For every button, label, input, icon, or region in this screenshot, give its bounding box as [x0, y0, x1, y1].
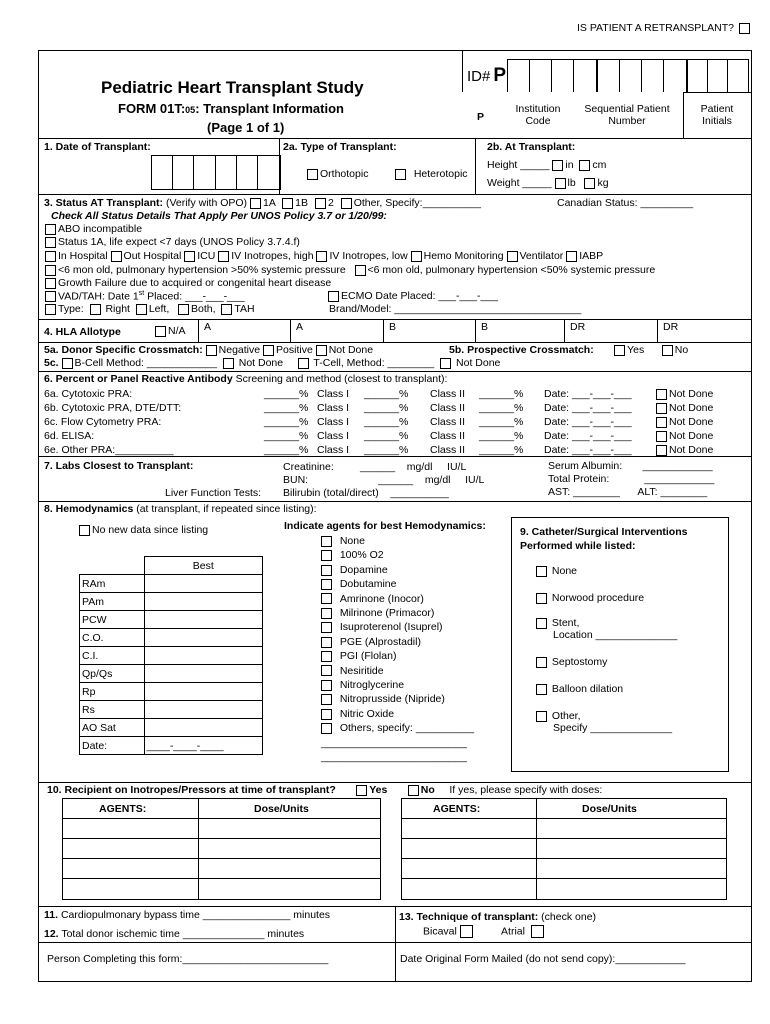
- list-item[interactable]: Isuproterenol (Isuprel): [321, 620, 474, 634]
- hla-b2[interactable]: B: [481, 321, 489, 333]
- albumin-field[interactable]: Serum Albumin: ____________: [548, 460, 713, 472]
- crossmatch-notdone-checkbox[interactable]: [316, 345, 327, 356]
- location-options: In Hospital Out Hospital ICU IV Inotropes, high IV Inotropes, low Hemo Monitoring Ventilator IABP: [45, 250, 603, 262]
- ecmo-option[interactable]: ECMO Date Placed: ___-___-___: [328, 290, 498, 302]
- institution-code-label: Institution Code: [515, 103, 561, 127]
- hla-a1[interactable]: A: [204, 321, 212, 333]
- bilirubin-field[interactable]: Bilirubin (total/direct) __________: [283, 487, 449, 499]
- id-label: ID# P: [467, 65, 507, 86]
- agents-header-left: AGENTS:: [99, 803, 147, 815]
- brand-model[interactable]: Brand/Model: ________________________________: [329, 303, 582, 315]
- growth-option[interactable]: Growth Failure due to acquired or congenital heart disease: [45, 277, 331, 289]
- iabp-checkbox[interactable]: [566, 251, 577, 262]
- q5a-row: 5a. Donor Specific Crossmatch: Negative Positive Not Done: [44, 344, 374, 356]
- hemodynamics-table: [79, 556, 263, 755]
- table-row: AO Sat: [80, 719, 263, 737]
- intervention-none[interactable]: None: [536, 565, 677, 592]
- hla-b1[interactable]: B: [389, 321, 397, 333]
- q1-label: 1. Date of Transplant:: [44, 141, 151, 153]
- form-number: FORM 01T:05: Transplant Information: [118, 101, 344, 116]
- status-1a-checkbox[interactable]: [250, 198, 261, 209]
- check-all-instruction: Check All Status Details That Apply Per UNOS Policy 3.7 or 1/20/99:: [51, 210, 387, 222]
- intervention-other[interactable]: Other,: [536, 710, 677, 722]
- q3-status: 3. Status AT Transplant: (Verify with OPO) 1A 1B 2 Other, Specify:__________: [44, 197, 481, 209]
- table-row: RAm: [80, 575, 263, 593]
- inotropes-yes-checkbox[interactable]: [356, 785, 367, 796]
- iv-high-checkbox[interactable]: [218, 251, 229, 262]
- agents-title: Indicate agents for best Hemodynamics:: [284, 520, 486, 532]
- list-item[interactable]: Dopamine: [321, 563, 474, 577]
- sequential-label: Sequential Patient Number: [584, 103, 670, 127]
- list-item[interactable]: Nitroglycerine: [321, 678, 474, 692]
- q10-row: 10. Recipient on Inotropes/Pressors at time of transplant? Yes No If yes, please specify with doses:: [47, 784, 603, 796]
- protein-field[interactable]: Total Protein: ____________: [548, 473, 715, 485]
- transplant-date-boxes[interactable]: [151, 155, 281, 190]
- q5b-row: 5b. Prospective Crossmatch: Yes No: [449, 344, 689, 356]
- list-item[interactable]: Milrinone (Primacor): [321, 606, 474, 620]
- table-row: Rp: [80, 683, 263, 701]
- initials-label: Patient Initials: [700, 103, 734, 127]
- dose-header-left: Dose/Units: [254, 803, 309, 815]
- date-mailed-field[interactable]: Date Original Form Mailed (do not send copy):____________: [400, 953, 686, 965]
- pra-table: [44, 388, 749, 458]
- weight-field[interactable]: Weight _____ lb kg: [487, 177, 609, 189]
- q2b-label: 2b. At Transplant:: [487, 141, 576, 153]
- status-other-checkbox[interactable]: [341, 198, 352, 209]
- q8-label: 8. Hemodynamics (at transplant, if repeated since listing):: [44, 503, 317, 515]
- no-new-data-option[interactable]: No new data since listing: [79, 524, 208, 536]
- orthotopic-option[interactable]: Orthotopic: [307, 168, 368, 180]
- lft-label: Liver Function Tests:: [165, 487, 262, 499]
- intervention-septostomy[interactable]: Septostomy: [536, 656, 677, 683]
- hla-a2[interactable]: A: [296, 321, 304, 333]
- icu-checkbox[interactable]: [184, 251, 195, 262]
- retransplant-question: IS PATIENT A RETRANSPLANT?: [577, 22, 752, 34]
- list-item[interactable]: None: [321, 534, 474, 548]
- retransplant-checkbox[interactable]: [739, 23, 750, 34]
- transplant-form: [38, 50, 752, 982]
- inotropes-no-checkbox[interactable]: [408, 785, 419, 796]
- list-item[interactable]: 100% O2: [321, 548, 474, 562]
- bun-field[interactable]: BUN: ______ mg/dl IU/L: [283, 474, 485, 486]
- q5c-row: 5c. B-Cell Method: ____________ Not Done T-Cell, Method: ________ Not Done: [44, 357, 501, 369]
- best-header: Best: [144, 557, 263, 575]
- atrial-checkbox[interactable]: [531, 925, 544, 938]
- vad-option[interactable]: VAD/TAH: Date 1st Placed: ___-___-___: [45, 290, 245, 303]
- intervention-stent[interactable]: Stent,: [536, 617, 677, 629]
- hla-na-option[interactable]: N/A: [155, 325, 186, 337]
- q7-label: 7. Labs Closest to Transplant:: [44, 460, 194, 472]
- table-row: C.I.: [80, 647, 263, 665]
- blank-line[interactable]: _________________________: [321, 751, 467, 764]
- intervention-norwood[interactable]: Norwood procedure: [536, 592, 677, 617]
- q9-options: [536, 565, 677, 734]
- ventilator-checkbox[interactable]: [507, 251, 518, 262]
- list-item[interactable]: Nitric Oxide: [321, 707, 474, 721]
- initials-boxes[interactable]: [687, 59, 749, 93]
- hemo-monitoring-checkbox[interactable]: [411, 251, 422, 262]
- iv-low-checkbox[interactable]: [316, 251, 327, 262]
- agents-list: [321, 534, 474, 765]
- in-checkbox[interactable]: [552, 160, 563, 171]
- list-item[interactable]: Amrinone (Inocor): [321, 592, 474, 606]
- table-row: PAm: [80, 593, 263, 611]
- q2a-label: 2a. Type of Transplant:: [283, 141, 397, 153]
- pra-row: 6b. Cytotoxic PRA, DTE/DTT: ______% Class I ______% Class II ______% Date: ___-___-___ Not Done: [44, 402, 714, 414]
- heterotopic-option[interactable]: Heterotopic: [395, 168, 468, 180]
- table-row: Date: ____-____-____: [80, 737, 263, 755]
- p-label: P: [477, 111, 485, 123]
- pra-row: 6d. ELISA: ______% Class I ______% Class II ______% Date: ___-___-___ Not Done: [44, 430, 714, 442]
- crossmatch-negative-checkbox[interactable]: [206, 345, 217, 356]
- list-item[interactable]: PGE (Alprostadil): [321, 635, 474, 649]
- list-item[interactable]: PGI (Flolan): [321, 649, 474, 663]
- lb-checkbox[interactable]: [555, 178, 566, 189]
- list-item[interactable]: Nitroprusside (Nipride): [321, 692, 474, 706]
- list-item[interactable]: Dobutamine: [321, 577, 474, 591]
- ischemic-time-field[interactable]: 12. Total donor ischemic time ______________ minutes: [44, 928, 305, 940]
- hla-dr2[interactable]: DR: [663, 321, 679, 333]
- table-row: Qp/Qs: [80, 665, 263, 683]
- ast-alt-field[interactable]: AST: ________ ALT: ________: [548, 486, 708, 498]
- person-completing-field[interactable]: Person Completing this form:_________________________: [47, 953, 329, 965]
- sequential-number-boxes[interactable]: [597, 59, 687, 93]
- q13-label: 13. Technique of transplant: (check one): [399, 911, 597, 923]
- vad-type: Type: Right Left, Both, TAH: [45, 303, 255, 315]
- abo-option[interactable]: ABO incompatible: [45, 223, 142, 235]
- pulmonary-options: <6 mon old, pulmonary hypertension >50% systemic pressure <6 mon old, pulmonary hypertension <50% systemic pressure: [45, 264, 655, 276]
- status-2-checkbox[interactable]: [315, 198, 326, 209]
- form-title: Pediatric Heart Transplant Study: [101, 78, 364, 97]
- technique-options: Bicaval Atrial: [423, 925, 546, 938]
- pra-row: 6a. Cytotoxic PRA: ______% Class I ______% Class II ______% Date: ___-___-___ Not Done: [44, 388, 714, 400]
- blank-line[interactable]: _________________________: [321, 736, 467, 749]
- orthotopic-checkbox[interactable]: [307, 169, 318, 180]
- bypass-time-field[interactable]: 11. Cardiopulmonary bypass time _______________ minutes: [44, 909, 331, 921]
- q9-label: 9. Catheter/Surgical Interventions Performed while listed:: [520, 526, 688, 552]
- pra-row: 6e. Other PRA:__________ ______% Class I ______% Class II ______% Date: ___-___-___ Not Done: [44, 444, 714, 456]
- list-item[interactable]: Others, specify: __________: [321, 721, 474, 735]
- list-item[interactable]: Nesiritide: [321, 664, 474, 678]
- other-specify[interactable]: Specify ______________: [553, 722, 673, 734]
- bicaval-checkbox[interactable]: [460, 925, 473, 938]
- page-indicator: (Page 1 of 1): [207, 120, 285, 135]
- creatinine-field[interactable]: Creatinine: ______ mg/dl IU/L: [283, 461, 467, 473]
- status-1b-checkbox[interactable]: [282, 198, 293, 209]
- prospective-yes-checkbox[interactable]: [614, 345, 625, 356]
- q6-label: 6. Percent or Panel Reactive Antibody Screening and method (closest to transplant):: [44, 373, 448, 385]
- heterotopic-checkbox[interactable]: [395, 169, 406, 180]
- q4-label: 4. HLA Allotype: [44, 326, 121, 338]
- height-field[interactable]: Height _____ in cm: [487, 159, 607, 171]
- stent-location[interactable]: Location ______________: [553, 629, 678, 641]
- table-row: PCW: [80, 611, 263, 629]
- status1a-option[interactable]: Status 1A, life expect <7 days (UNOS Policy 3.7.4.f): [45, 236, 300, 248]
- hla-dr1[interactable]: DR: [570, 321, 586, 333]
- cm-checkbox[interactable]: [579, 160, 590, 171]
- kg-checkbox[interactable]: [584, 178, 595, 189]
- agents-header-right: AGENTS:: [433, 803, 481, 815]
- out-hospital-checkbox[interactable]: [111, 251, 122, 262]
- intervention-balloon[interactable]: Balloon dilation: [536, 683, 677, 710]
- institution-code-boxes[interactable]: [507, 59, 597, 93]
- pra-row: 6c. Flow Cytometry PRA: ______% Class I ______% Class II ______% Date: ___-___-___ Not Done: [44, 416, 714, 428]
- canadian-status[interactable]: Canadian Status: _________: [557, 197, 694, 209]
- table-row: Rs: [80, 701, 263, 719]
- crossmatch-positive-checkbox[interactable]: [263, 345, 274, 356]
- table-row: C.O.: [80, 629, 263, 647]
- dose-header-right: Dose/Units: [582, 803, 637, 815]
- prospective-no-checkbox[interactable]: [662, 345, 673, 356]
- in-hospital-checkbox[interactable]: [45, 251, 56, 262]
